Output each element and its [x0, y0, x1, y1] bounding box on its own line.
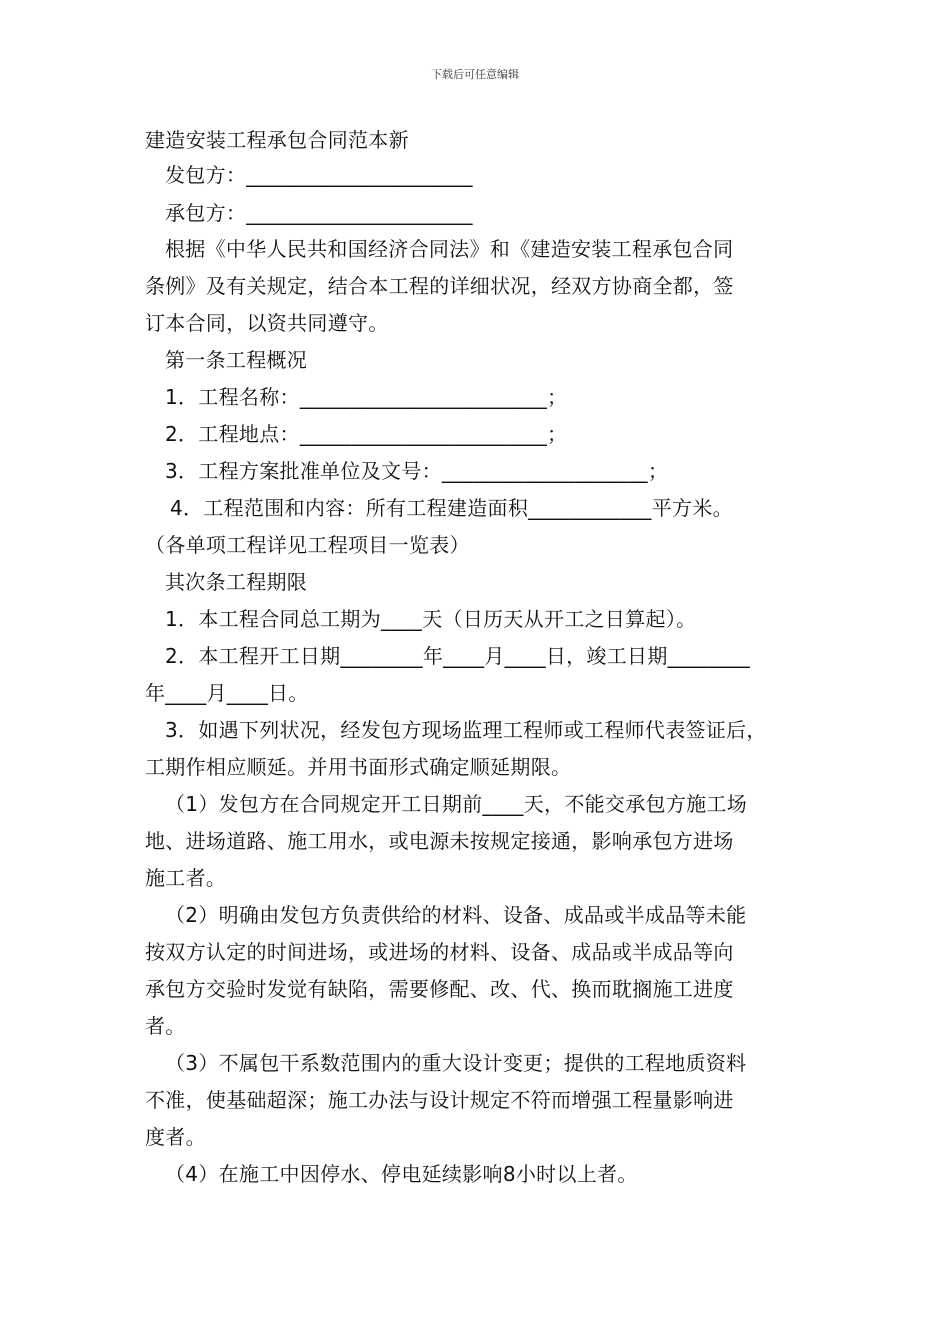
clause-line: 按双方认定的时间进场，或进场的材料、设备、成品或半成品等向	[145, 940, 734, 964]
paragraph-line: 工期作相应顺延。并用书面形式确定顺延期限。	[145, 755, 572, 779]
section-heading: 其次条工程期限	[165, 570, 308, 594]
approval-field: 3．工程方案批准单位及文号：____________________；	[165, 459, 669, 483]
preamble-line: 订本合同，以资共同遵守。	[145, 311, 389, 335]
project-name-field: 1．工程名称：________________________；	[165, 385, 568, 409]
clause-line: （4）在施工中因停水、停电延续影响8小时以上者。	[165, 1162, 638, 1186]
employer-field: 发包方：______________________	[165, 163, 473, 187]
clause-line: （1）发包方在合同规定开工日期前____天，不能交承包方施工场	[165, 792, 748, 816]
page-header-note: 下载后可任意编辑	[431, 68, 519, 81]
paragraph-line: 3．如遇下列状况，经发包方现场监理工程师或工程师代表签证后，	[165, 718, 767, 742]
clause-line: 承包方交验时发觉有缺陷，需要修配、改、代、换而耽搁施工进度	[145, 977, 734, 1001]
section-heading: 第一条工程概况	[165, 348, 308, 372]
clause-line: 不准，使基础超深；施工办法与设计规定不符而增强工程量影响进	[145, 1088, 734, 1112]
preamble-line: 根据《中华人民共和国经济合同法》和《建造安装工程承包合同	[165, 237, 734, 261]
clause-line: （2）明确由发包方负责供给的材料、设备、成品或半成品等未能	[165, 903, 747, 927]
preamble-line: 条例》及有关规定，结合本工程的详细状况，经双方协商全都，签	[145, 274, 734, 298]
dates-field: 年____月____日。	[145, 681, 309, 705]
contractor-field: 承包方：______________________	[165, 201, 473, 225]
project-location-field: 2．工程地点：________________________；	[165, 422, 568, 446]
clause-line: 度者。	[145, 1125, 206, 1149]
scope-note: （各单项工程详见工程项目一览表）	[145, 533, 470, 557]
dates-field: 2．本工程开工日期________年____月____日，竣工日期________	[165, 644, 751, 668]
clause-line: 者。	[145, 1014, 186, 1038]
document-title: 建造安装工程承包合同范本新	[145, 128, 409, 152]
duration-field: 1．本工程合同总工期为____天（日历天从开工之日算起）。	[165, 607, 697, 631]
clause-line: 施工者。	[145, 866, 227, 890]
clause-line: （3）不属包干系数范围内的重大设计变更；提供的工程地质资料	[165, 1051, 747, 1075]
scope-field: 4．工程范围和内容：所有工程建造面积____________平方米。	[170, 496, 733, 520]
clause-line: 地、进场道路、施工用水，或电源未按规定接通，影响承包方进场	[145, 829, 734, 853]
